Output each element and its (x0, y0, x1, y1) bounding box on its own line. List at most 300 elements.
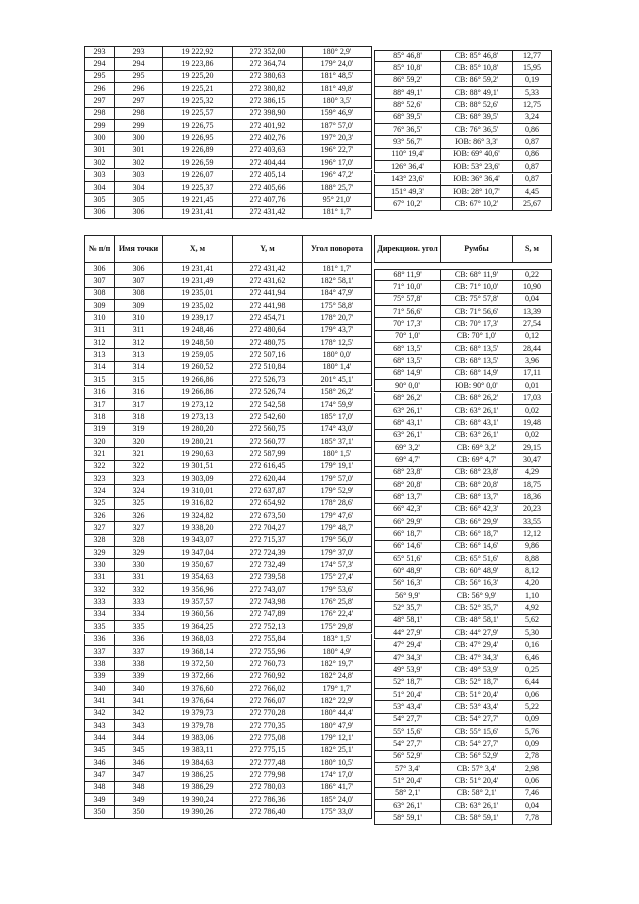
x-coord: 19 372,66 (162, 671, 232, 683)
turn-angle: 196° 22,7' (302, 145, 372, 157)
point-name: 334 (114, 609, 162, 621)
bearing: СВ: 68° 20,8' (440, 479, 512, 491)
bearing: СВ: 63° 26,1' (440, 405, 512, 417)
x-coord: 19 384,63 (162, 757, 232, 769)
direction-angle: 56° 16,3' (374, 578, 440, 590)
point-number: 315 (84, 374, 114, 386)
point-number: 317 (84, 399, 114, 411)
distance: 0,04 (512, 800, 552, 812)
point-name: 294 (114, 58, 162, 70)
table-row (84, 646, 372, 658)
bearing: СВ: 70° 1,0' (440, 331, 512, 343)
y-coord: 272 454,71 (232, 312, 302, 324)
turn-angle: 176° 22,4' (302, 609, 372, 621)
direction-angle: 67° 10,2' (374, 198, 440, 210)
table-row (84, 58, 372, 70)
table-row (374, 763, 552, 775)
table-row (84, 609, 372, 621)
bearing: СВ: 58° 2,1' (440, 788, 512, 800)
direction-angle: 70° 1,0' (374, 331, 440, 343)
point-name: 315 (114, 374, 162, 386)
point-number: 324 (84, 485, 114, 497)
y-coord: 272 431,42 (232, 207, 302, 219)
point-number: 302 (84, 157, 114, 169)
x-coord: 19 225,21 (162, 83, 232, 95)
x-coord: 19 316,82 (162, 498, 232, 510)
bearing: СВ: 52° 35,7' (440, 602, 512, 614)
turn-angle: 182° 24,8' (302, 671, 372, 683)
header-turn: Угол поворота (302, 235, 372, 263)
table-row (374, 112, 552, 124)
table-row (84, 671, 372, 683)
table-row (374, 652, 552, 664)
distance: 17,03 (512, 393, 552, 405)
point-name: 349 (114, 794, 162, 806)
distance: 17,11 (512, 368, 552, 380)
point-number: 331 (84, 572, 114, 584)
y-coord: 272 402,76 (232, 132, 302, 144)
table-row (84, 708, 372, 720)
direction-angle: 58° 2,1' (374, 788, 440, 800)
table-row (374, 516, 552, 528)
y-coord: 272 407,76 (232, 194, 302, 206)
distance: 7,46 (512, 788, 552, 800)
header-y: Y, м (232, 235, 302, 263)
distance: 0,25 (512, 664, 552, 676)
point-name: 326 (114, 510, 162, 522)
direction-angle: 68° 11,9' (374, 269, 440, 281)
distance: 5,30 (512, 627, 552, 639)
table-row (84, 794, 372, 806)
turn-angle: 178° 20,7' (302, 312, 372, 324)
bearing: СВ: 66° 18,7' (440, 528, 512, 540)
turn-angle: 179° 1,7' (302, 683, 372, 695)
x-coord: 19 225,20 (162, 71, 232, 83)
point-number: 321 (84, 448, 114, 460)
table-row (374, 174, 552, 186)
table-row (374, 528, 552, 540)
table-row (374, 186, 552, 198)
x-coord: 19 273,13 (162, 411, 232, 423)
table-row (374, 615, 552, 627)
table-row (84, 436, 372, 448)
x-coord: 19 383,11 (162, 745, 232, 757)
y-coord: 272 441,94 (232, 288, 302, 300)
turn-angle: 175° 29,8' (302, 621, 372, 633)
point-number: 320 (84, 436, 114, 448)
y-coord: 272 386,15 (232, 95, 302, 107)
y-coord: 272 616,45 (232, 461, 302, 473)
table-row (374, 590, 552, 602)
y-coord: 272 403,63 (232, 145, 302, 157)
x-coord: 19 390,24 (162, 794, 232, 806)
table-row (84, 387, 372, 399)
point-number: 329 (84, 547, 114, 559)
bearing: СВ: 54° 27,7' (440, 714, 512, 726)
direction-angle: 68° 43,1' (374, 417, 440, 429)
table-row (374, 149, 552, 161)
turn-angle: 179° 47,6' (302, 510, 372, 522)
point-number: 306 (84, 207, 114, 219)
table-row (374, 788, 552, 800)
distance: 19,48 (512, 417, 552, 429)
bearing: СВ: 69° 3,2' (440, 442, 512, 454)
table-row (84, 621, 372, 633)
table-row (84, 683, 372, 695)
table-row (374, 380, 552, 392)
y-coord: 272 755,96 (232, 646, 302, 658)
distance: 0,19 (512, 75, 552, 87)
point-number: 316 (84, 387, 114, 399)
bearing: ЮВ: 86° 3,3' (440, 136, 512, 148)
y-coord: 272 507,16 (232, 349, 302, 361)
direction-angle: 47° 34,3' (374, 652, 440, 664)
direction-angle: 86° 59,2' (374, 75, 440, 87)
table-row (84, 806, 372, 818)
y-coord: 272 704,27 (232, 522, 302, 534)
direction-angle: 68° 26,2' (374, 393, 440, 405)
distance: 27,54 (512, 318, 552, 330)
point-name: 331 (114, 572, 162, 584)
distance: 0,01 (512, 380, 552, 392)
point-number: 347 (84, 769, 114, 781)
direction-angle: 143° 23,6' (374, 174, 440, 186)
table-row (374, 738, 552, 750)
x-coord: 19 248,50 (162, 337, 232, 349)
turn-angle: 201° 45,1' (302, 374, 372, 386)
turn-angle: 181° 49,8' (302, 83, 372, 95)
turn-angle: 158° 26,2' (302, 387, 372, 399)
x-coord: 19 235,01 (162, 288, 232, 300)
point-name: 343 (114, 720, 162, 732)
x-coord: 19 376,64 (162, 695, 232, 707)
table-row (84, 300, 372, 312)
direction-angle: 49° 53,9' (374, 664, 440, 676)
point-number: 319 (84, 424, 114, 436)
turn-angle: 179° 24,0' (302, 58, 372, 70)
direction-angle: 51° 20,4' (374, 689, 440, 701)
point-number: 335 (84, 621, 114, 633)
distance: 8,88 (512, 553, 552, 565)
point-number: 348 (84, 782, 114, 794)
table-row (84, 182, 372, 194)
bearing: СВ: 68° 13,7' (440, 491, 512, 503)
y-coord: 272 752,13 (232, 621, 302, 633)
distance: 0,09 (512, 714, 552, 726)
distance: 6,44 (512, 677, 552, 689)
direction-angle: 48° 58,1' (374, 615, 440, 627)
table-row (84, 485, 372, 497)
point-number: 304 (84, 182, 114, 194)
distance: 0,87 (512, 161, 552, 173)
bearing: СВ: 68° 43,1' (440, 417, 512, 429)
table-row (374, 602, 552, 614)
table-row (84, 263, 372, 275)
y-coord: 272 560,77 (232, 436, 302, 448)
bearing: СВ: 56° 16,3' (440, 578, 512, 590)
bearing: СВ: 55° 15,6' (440, 726, 512, 738)
point-name: 330 (114, 559, 162, 571)
distance: 0,87 (512, 136, 552, 148)
turn-angle: 187° 57,0' (302, 120, 372, 132)
turn-angle: 175° 58,8' (302, 300, 372, 312)
y-coord: 272 743,98 (232, 596, 302, 608)
x-coord: 19 324,82 (162, 510, 232, 522)
x-coord: 19 386,25 (162, 769, 232, 781)
y-coord: 272 404,44 (232, 157, 302, 169)
turn-angle: 175° 33,0' (302, 806, 372, 818)
y-coord: 272 398,90 (232, 108, 302, 120)
direction-angle: 68° 23,8' (374, 467, 440, 479)
table-row (374, 454, 552, 466)
table-row (374, 751, 552, 763)
table-row (84, 312, 372, 324)
bearing: СВ: 63° 26,1' (440, 800, 512, 812)
point-name: 297 (114, 95, 162, 107)
bearing: СВ: 51° 20,4' (440, 775, 512, 787)
table-row (374, 479, 552, 491)
bearing: СВ: 88° 52,6' (440, 99, 512, 111)
point-name: 347 (114, 769, 162, 781)
table-row (374, 726, 552, 738)
point-name: 342 (114, 708, 162, 720)
bearing: СВ: 49° 53,9' (440, 664, 512, 676)
table-row (84, 498, 372, 510)
y-coord: 272 755,84 (232, 634, 302, 646)
distance: 2,78 (512, 751, 552, 763)
turn-angle: 196° 47,2' (302, 170, 372, 182)
bearing: ЮВ: 36° 36,4' (440, 174, 512, 186)
turn-angle: 185° 24,0' (302, 794, 372, 806)
table-row (84, 448, 372, 460)
point-number: 337 (84, 646, 114, 658)
x-coord: 19 386,29 (162, 782, 232, 794)
turn-angle: 184° 47,9' (302, 288, 372, 300)
point-number: 297 (84, 95, 114, 107)
table-row (84, 720, 372, 732)
point-name: 296 (114, 83, 162, 95)
table-row (84, 399, 372, 411)
point-number: 296 (84, 83, 114, 95)
bearing: СВ: 57° 3,4' (440, 763, 512, 775)
point-name: 336 (114, 634, 162, 646)
distance: 12,12 (512, 528, 552, 540)
point-number: 342 (84, 708, 114, 720)
x-coord: 19 231,49 (162, 275, 232, 287)
bearing: СВ: 47° 34,3' (440, 652, 512, 664)
point-number: 339 (84, 671, 114, 683)
point-name: 346 (114, 757, 162, 769)
table-row (84, 547, 372, 559)
table-row (374, 294, 552, 306)
distance: 0,09 (512, 738, 552, 750)
y-coord: 272 542,58 (232, 399, 302, 411)
table-row (374, 677, 552, 689)
direction-angle: 53° 43,4' (374, 701, 440, 713)
point-name: 302 (114, 157, 162, 169)
point-name: 318 (114, 411, 162, 423)
point-name: 304 (114, 182, 162, 194)
table-row (84, 559, 372, 571)
y-coord: 272 526,74 (232, 387, 302, 399)
table-row (374, 198, 552, 210)
table-row (374, 306, 552, 318)
turn-angle: 182° 19,7' (302, 658, 372, 670)
point-name: 348 (114, 782, 162, 794)
point-number: 300 (84, 132, 114, 144)
point-name: 319 (114, 424, 162, 436)
point-name: 311 (114, 325, 162, 337)
direction-angle: 63° 26,1' (374, 430, 440, 442)
table-row (84, 695, 372, 707)
x-coord: 19 225,57 (162, 108, 232, 120)
point-number: 334 (84, 609, 114, 621)
point-name: 298 (114, 108, 162, 120)
y-coord: 272 760,92 (232, 671, 302, 683)
table-row (374, 578, 552, 590)
point-number: 346 (84, 757, 114, 769)
direction-angle: 66° 42,3' (374, 504, 440, 516)
turn-angle: 179° 12,1' (302, 732, 372, 744)
direction-angle: 57° 3,4' (374, 763, 440, 775)
bearing: СВ: 58° 59,1' (440, 812, 512, 824)
bearing: СВ: 76° 36,5' (440, 124, 512, 136)
direction-angle: 68° 14,9' (374, 368, 440, 380)
y-coord: 272 441,98 (232, 300, 302, 312)
point-number: 313 (84, 349, 114, 361)
bearing: ЮВ: 53° 23,6' (440, 161, 512, 173)
turn-angle: 174° 59,9' (302, 399, 372, 411)
point-name: 327 (114, 522, 162, 534)
table-row (84, 46, 372, 58)
direction-angle: 63° 26,1' (374, 800, 440, 812)
bearing: СВ: 56° 9,9' (440, 590, 512, 602)
point-name: 312 (114, 337, 162, 349)
point-name: 329 (114, 547, 162, 559)
x-coord: 19 383,06 (162, 732, 232, 744)
table-row (374, 75, 552, 87)
turn-angle: 159° 46,9' (302, 108, 372, 120)
direction-angle: 54° 27,7' (374, 738, 440, 750)
distance: 2,98 (512, 763, 552, 775)
distance: 0,87 (512, 174, 552, 186)
y-coord: 272 526,73 (232, 374, 302, 386)
table-row (84, 337, 372, 349)
y-coord: 272 510,84 (232, 362, 302, 374)
table-row (374, 553, 552, 565)
point-name: 303 (114, 170, 162, 182)
table-row (84, 510, 372, 522)
point-name: 306 (114, 263, 162, 275)
point-number: 332 (84, 584, 114, 596)
y-coord: 272 380,63 (232, 71, 302, 83)
distance: 0,22 (512, 269, 552, 281)
table-row (84, 374, 372, 386)
direction-angle: 69° 3,2' (374, 442, 440, 454)
direction-angle: 90° 0,0' (374, 380, 440, 392)
y-coord: 272 560,75 (232, 424, 302, 436)
x-coord: 19 239,17 (162, 312, 232, 324)
point-number: 305 (84, 194, 114, 206)
table-row (374, 124, 552, 136)
point-number: 314 (84, 362, 114, 374)
distance: 5,33 (512, 87, 552, 99)
bearing: СВ: 68° 11,9' (440, 269, 512, 281)
distance: 30,47 (512, 454, 552, 466)
y-coord: 272 654,92 (232, 498, 302, 510)
point-number: 309 (84, 300, 114, 312)
y-coord: 272 431,62 (232, 275, 302, 287)
point-number: 293 (84, 46, 114, 58)
bearing: ЮВ: 28° 10,7' (440, 186, 512, 198)
bearing: СВ: 47° 29,4' (440, 640, 512, 652)
x-coord: 19 390,26 (162, 806, 232, 818)
table-row (374, 565, 552, 577)
y-coord: 272 364,74 (232, 58, 302, 70)
point-name: 316 (114, 387, 162, 399)
x-coord: 19 225,32 (162, 95, 232, 107)
table-row (374, 627, 552, 639)
bearing: СВ: 71° 56,6' (440, 306, 512, 318)
table-row (374, 664, 552, 676)
turn-angle: 179° 48,7' (302, 522, 372, 534)
y-coord: 272 431,42 (232, 263, 302, 275)
point-number: 340 (84, 683, 114, 695)
x-coord: 19 280,21 (162, 436, 232, 448)
turn-angle: 182° 22,9' (302, 695, 372, 707)
point-name: 333 (114, 596, 162, 608)
table-row (84, 207, 372, 219)
point-name: 309 (114, 300, 162, 312)
turn-angle: 183° 1,5' (302, 634, 372, 646)
bearing: СВ: 66° 14,6' (440, 541, 512, 553)
point-number: 322 (84, 461, 114, 473)
y-coord: 272 732,49 (232, 559, 302, 571)
direction-angle: 66° 29,9' (374, 516, 440, 528)
table-row (84, 572, 372, 584)
point-name: 345 (114, 745, 162, 757)
table-row (374, 442, 552, 454)
point-name: 321 (114, 448, 162, 460)
y-coord: 272 779,98 (232, 769, 302, 781)
distance: 18,36 (512, 491, 552, 503)
table-row (84, 71, 372, 83)
x-coord: 19 235,02 (162, 300, 232, 312)
turn-angle: 179° 57,0' (302, 473, 372, 485)
turn-angle: 180° 1,5' (302, 448, 372, 460)
table-row (374, 161, 552, 173)
y-coord: 272 401,92 (232, 120, 302, 132)
distance: 3,24 (512, 112, 552, 124)
point-number: 298 (84, 108, 114, 120)
x-coord: 19 347,04 (162, 547, 232, 559)
table-row (84, 461, 372, 473)
x-coord: 19 273,12 (162, 399, 232, 411)
table-row (84, 745, 372, 757)
point-number: 350 (84, 806, 114, 818)
table-row (374, 343, 552, 355)
y-coord: 272 480,75 (232, 337, 302, 349)
direction-angle: 56° 52,9' (374, 751, 440, 763)
bearing: СВ: 75° 57,8' (440, 294, 512, 306)
x-coord: 19 354,63 (162, 572, 232, 584)
point-number: 308 (84, 288, 114, 300)
bearing: СВ: 44° 27,9' (440, 627, 512, 639)
turn-angle: 186° 41,7' (302, 782, 372, 794)
point-name: 338 (114, 658, 162, 670)
point-name: 322 (114, 461, 162, 473)
table-row (374, 467, 552, 479)
